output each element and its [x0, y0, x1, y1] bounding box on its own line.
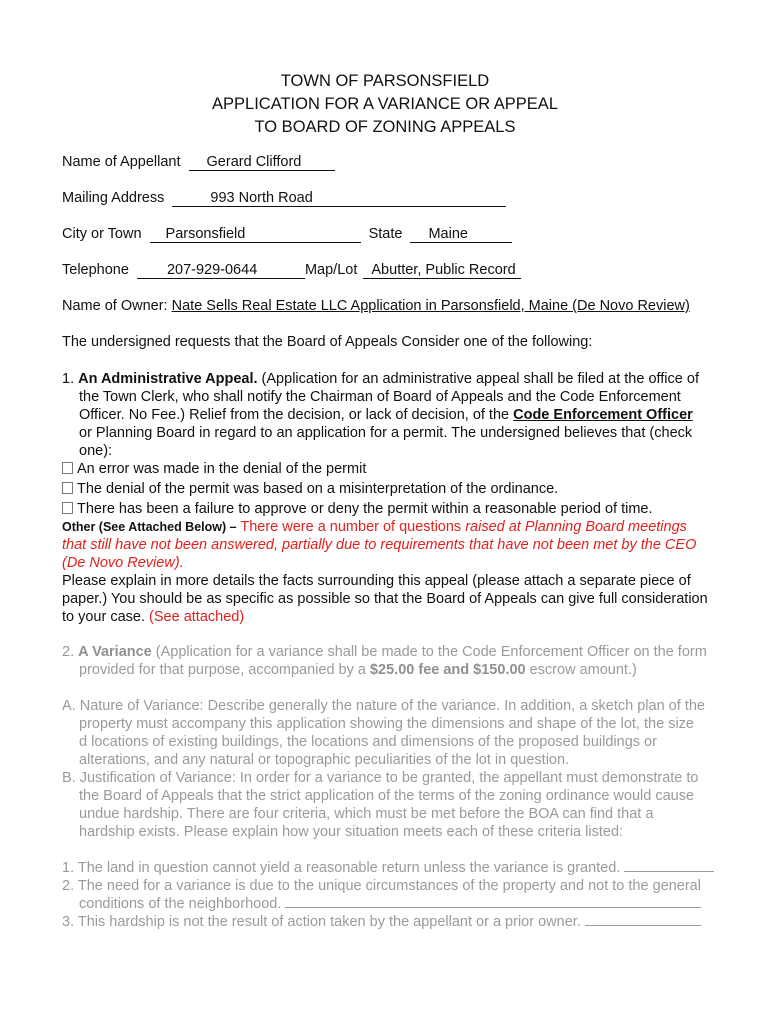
- maplot-label: Map/Lot: [304, 262, 358, 278]
- code-enforcement-officer: Code Enforcement Officer: [513, 407, 693, 423]
- other-text-1-italic: raised at Planning Board meetings: [465, 519, 687, 535]
- explain-2: paper.) You should be as specific as possible so that the Board of Appeals can give full consideration: [62, 591, 708, 607]
- other-text-3: (De Novo Review).: [62, 555, 184, 571]
- option-misinterpretation-text: The denial of the permit was based on a misinterpretation of the ordinance.: [77, 481, 559, 497]
- criterion-3-text: 3. This hardship is not the result of action taken by the appellant or a prior owner.: [62, 914, 581, 930]
- title-line-1: TOWN OF PARSONSFIELD: [280, 72, 490, 90]
- section-1-heading: An Administrative Appeal.: [78, 371, 258, 387]
- section-2-body-2b: escrow amount.): [525, 662, 637, 678]
- telephone-value: 207-929-0644: [166, 262, 258, 278]
- other-label: Other (See Attached Below) –: [62, 520, 237, 534]
- intro-text: The undersigned requests that the Board of Appeals Consider one of the following:: [62, 334, 593, 350]
- section-2-body-1: (Application for a variance shall be made to the Code Enforcement Officer on the form: [151, 644, 707, 660]
- section-2-fee: $25.00 fee and $150.00: [369, 662, 526, 678]
- section-a-line-2: property must accompany this application showing the dimensions and shape of the lot, the size: [79, 716, 694, 732]
- address-value: 993 North Road: [210, 190, 313, 206]
- section-1-body-5: one):: [79, 443, 113, 459]
- address-field[interactable]: [172, 191, 506, 207]
- section-2-heading: A Variance: [78, 644, 152, 660]
- option-failure-text: There has been a failure to approve or deny the permit within a reasonable period of time.: [77, 501, 653, 517]
- explain-3-red: (See attached): [149, 609, 245, 625]
- criterion-2-text-b: conditions of the neighborhood.: [79, 896, 282, 912]
- appellant-value: Gerard Clifford: [206, 154, 302, 170]
- section-2-body-2a: provided for that purpose, accompanied by a: [79, 662, 370, 678]
- section-1-number: 1.: [62, 371, 75, 387]
- appellant-label: Name of Appellant: [62, 154, 181, 170]
- city-state-row: [62, 226, 512, 243]
- section-1-body-2: the Town Clerk, who shall notify the Chairman of Board of Appeals and the Code Enforcement: [79, 389, 681, 405]
- section-a-line-1: A. Nature of Variance: Describe generally the nature of the variance. In addition, a sketch plan of the: [62, 698, 705, 714]
- other-text-1: There were a number of questions: [236, 519, 466, 535]
- title-line-2: APPLICATION FOR A VARIANCE OR APPEAL: [212, 95, 558, 113]
- appellant-row: [62, 154, 335, 171]
- city-value: Parsonsfield: [165, 226, 246, 242]
- option-misinterpretation[interactable]: [62, 480, 742, 498]
- address-row: [62, 190, 506, 207]
- state-field[interactable]: [410, 227, 512, 243]
- state-label: State: [368, 226, 403, 242]
- city-label: City or Town: [62, 226, 142, 242]
- section-b-line-3: undue hardship. There are four criteria, which must be met before the BOA can find that a: [79, 806, 654, 822]
- title-line-3: TO BOARD OF ZONING APPEALS: [254, 118, 516, 136]
- section-1-body-3: Officer. No Fee.) Relief from the decision, or lack of decision, of the: [79, 407, 514, 423]
- section-a: [62, 697, 752, 769]
- section-b: [62, 769, 752, 841]
- explain-1: Please explain in more details the facts surrounding this appeal (please attach a separate piece of: [62, 573, 691, 589]
- telephone-row: [62, 262, 521, 279]
- appellant-field[interactable]: [189, 155, 335, 171]
- section-b-line-1: B. Justification of Variance: In order for a variance to be granted, the appellant must demonstrate to: [62, 770, 699, 786]
- section-2-number: 2.: [62, 644, 75, 660]
- telephone-field[interactable]: [137, 263, 305, 279]
- maplot-value: Abutter, Public Record: [371, 262, 516, 278]
- criterion-3-answer[interactable]: [585, 924, 701, 926]
- telephone-label: Telephone: [62, 262, 129, 278]
- checkbox-icon[interactable]: [62, 462, 73, 474]
- option-error-text: An error was made in the denial of the permit: [77, 461, 367, 477]
- owner-label: Name of Owner:: [62, 298, 168, 314]
- section-1: [62, 370, 742, 626]
- section-b-line-4: hardship exists. Please explain how your situation meets each of these criteria listed:: [79, 824, 624, 840]
- section-1-body-1: (Application for an administrative appeal shall be filed at the office of: [257, 371, 699, 387]
- owner-row: [62, 298, 690, 314]
- option-error[interactable]: [62, 460, 742, 478]
- criterion-3: [62, 913, 752, 931]
- explain-3: to your case.: [62, 609, 150, 625]
- section-a-line-3: d locations of existing buildings, the locations and dimensions of the proposed buildings or: [79, 734, 657, 750]
- checkbox-icon[interactable]: [62, 482, 73, 494]
- other-text-2: that still have not been answered, partially due to requirements that have not been met by the CEO: [62, 537, 697, 553]
- state-value: Maine: [428, 226, 468, 242]
- section-a-line-4: alterations, and any natural or topographic peculiarities of the lot in question.: [79, 752, 570, 768]
- criterion-1: [62, 859, 752, 877]
- criteria-list: [62, 859, 752, 931]
- criterion-2-answer[interactable]: [285, 906, 701, 908]
- section-2: [62, 643, 742, 679]
- maplot-field[interactable]: [363, 263, 521, 279]
- option-failure[interactable]: [62, 500, 742, 518]
- owner-value[interactable]: Nate Sells Real Estate LLC Application in Parsonsfield, Maine (De Novo Review): [171, 298, 690, 314]
- criterion-1-answer[interactable]: [624, 870, 714, 872]
- city-field[interactable]: [150, 227, 361, 243]
- criterion-2-text: 2. The need for a variance is due to the unique circumstances of the property and not to the general: [62, 878, 701, 894]
- criterion-2: [62, 895, 752, 913]
- criterion-1-text: 1. The land in question cannot yield a reasonable return unless the variance is granted.: [62, 860, 621, 876]
- section-b-line-2: the Board of Appeals that the strict application of the terms of the zoning ordinance would cause: [79, 788, 695, 804]
- address-label: Mailing Address: [62, 190, 165, 206]
- section-1-body-4: or Planning Board in regard to an application for a permit. The undersigned believes that (check: [79, 425, 693, 441]
- checkbox-icon[interactable]: [62, 502, 73, 514]
